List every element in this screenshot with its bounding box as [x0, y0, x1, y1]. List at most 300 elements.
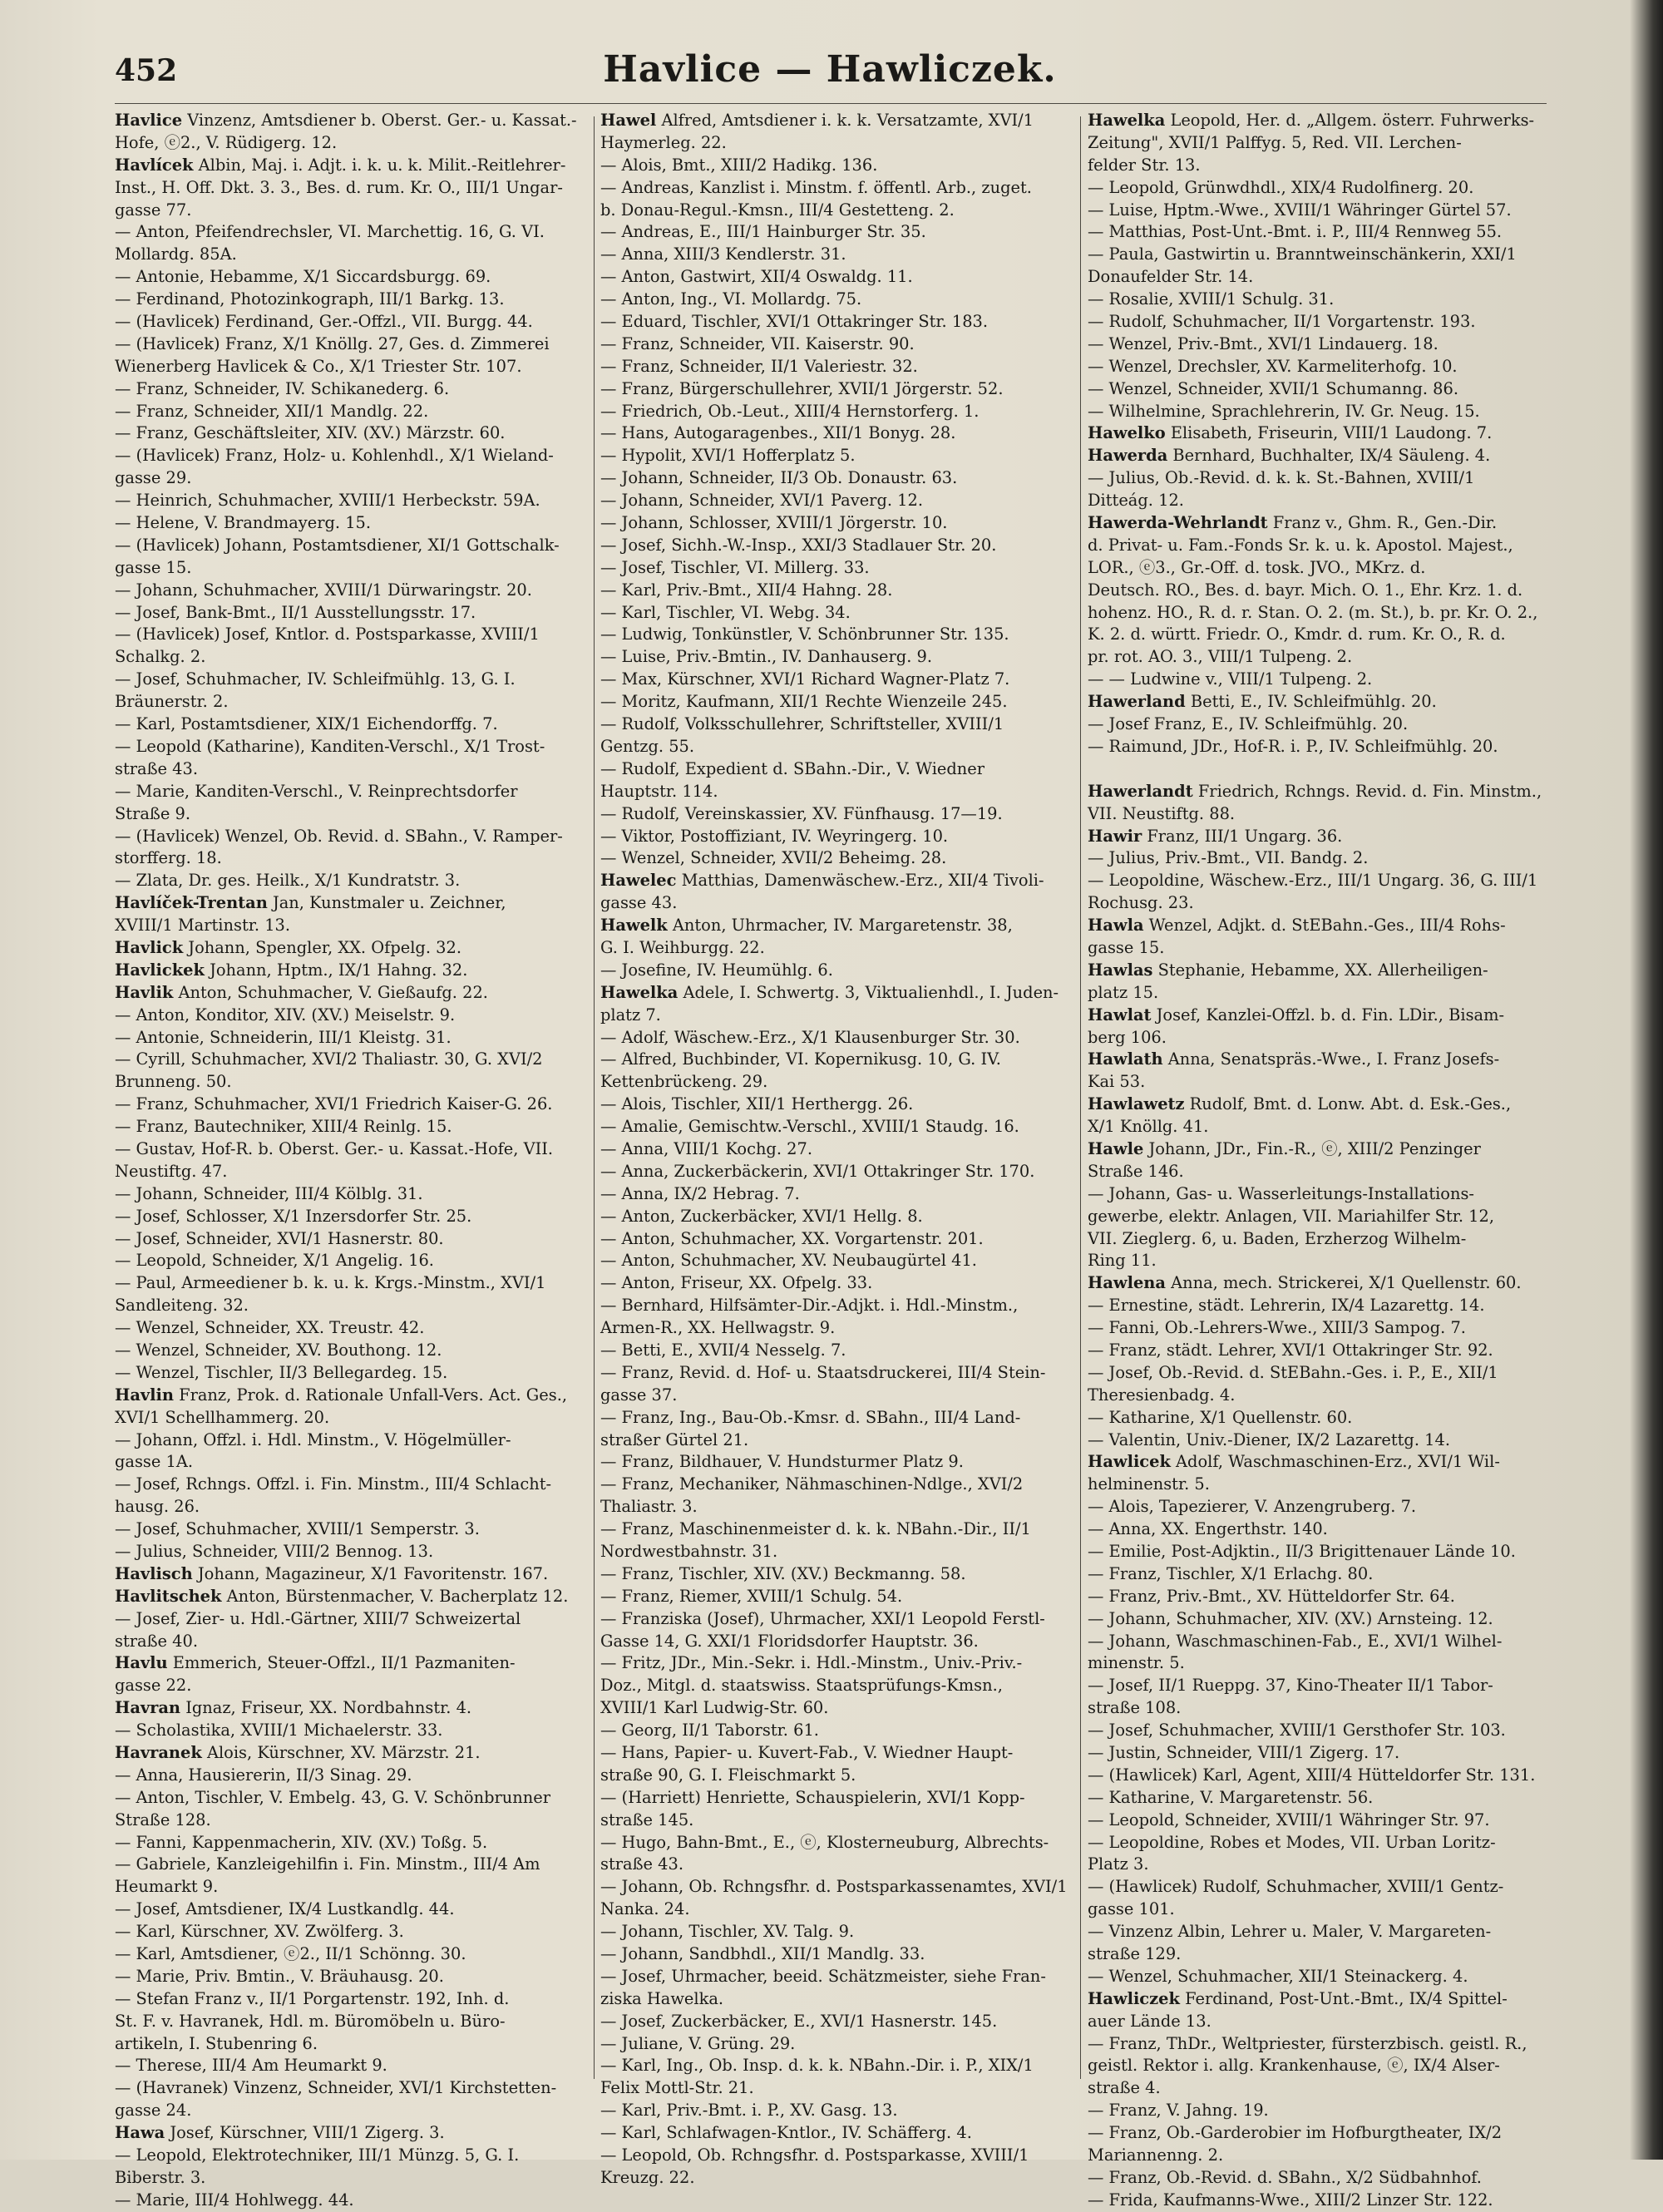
directory-line	[600, 1563, 1073, 1586]
entry-text: — Rudolf, Schuhmacher, II/1 Vorgartenstr. 193.	[1088, 312, 1476, 332]
directory-line	[115, 2145, 587, 2167]
entry-text: — Moritz, Kaufmann, XII/1 Rechte Wienzeile 245.	[600, 692, 1008, 712]
directory-line	[1088, 646, 1560, 669]
directory-line	[600, 1228, 1073, 1251]
entry-text: gasse 37.	[600, 1385, 678, 1405]
entry-text: — (Havranek) Vinzenz, Schneider, XVI/1 Kirchstetten-	[115, 2078, 557, 2098]
directory-line	[115, 132, 587, 155]
directory-line	[115, 1810, 587, 1832]
directory-line	[1088, 1116, 1560, 1138]
directory-line	[115, 1206, 587, 1228]
directory-line	[600, 1138, 1073, 1161]
directory-line	[115, 1295, 587, 1317]
entry-text: straße 108.	[1088, 1698, 1182, 1718]
directory-line	[115, 2167, 587, 2190]
directory-line	[1088, 110, 1560, 132]
entry-text: — Viktor, Postoffiziant, IV. Weyringerg. 10.	[600, 826, 949, 846]
entry-text: straße 145.	[600, 1810, 694, 1829]
directory-line	[115, 1876, 587, 1898]
directory-line	[1088, 1295, 1560, 1317]
entry-text: — Adolf, Wäschew.-Erz., X/1 Klausenburger Str. 30.	[600, 1027, 1020, 1047]
entry-text: — Franz, Geschäftsleiter, XIV. (XV.) Märzstr. 60.	[115, 423, 506, 443]
entry-text: — Franz, Tischler, X/1 Erlachg. 80.	[1088, 1563, 1374, 1583]
entry-text: gasse 24.	[115, 2101, 192, 2121]
entry-text: Felix Mottl-Str. 21.	[600, 2078, 754, 2098]
entry-text: — Eduard, Tischler, XVI/1 Ottakringer Str. 183.	[600, 312, 989, 332]
directory-line	[115, 221, 587, 244]
header-rule	[115, 103, 1547, 104]
directory-line	[115, 311, 587, 333]
directory-line	[115, 2122, 587, 2145]
directory-line	[1088, 1183, 1560, 1206]
directory-line	[1088, 512, 1560, 535]
directory-line	[1088, 1005, 1560, 1027]
entry-text: Emmerich, Steuer-Offzl., II/1 Pazmaniten-	[167, 1653, 516, 1673]
directory-line	[600, 512, 1073, 535]
entry-text: gewerbe, elektr. Anlagen, VII. Mariahilfer Str. 12,	[1088, 1206, 1495, 1226]
entry-text: — Andreas, E., III/1 Hainburger Str. 35.	[600, 222, 926, 242]
entry-text: — Luise, Priv.-Bmtin., IV. Danhauserg. 9.	[600, 647, 933, 667]
entry-surname: Hawir	[1088, 826, 1142, 846]
directory-line	[115, 1138, 587, 1161]
entry-text: straßer Gürtel 21.	[600, 1429, 749, 1449]
entry-text: — Josef Franz, E., IV. Schleifmühlg. 20.	[1088, 714, 1409, 734]
entry-text: Straße 128.	[115, 1810, 211, 1829]
entry-text: — Antonie, Hebamme, X/1 Siccardsburgg. 69.	[115, 267, 491, 287]
entry-text: — Alois, Bmt., XIII/2 Hadikg. 136.	[600, 155, 878, 175]
running-head: Havlice — Hawliczek.	[603, 48, 1057, 91]
directory-line	[600, 1116, 1073, 1138]
directory-line	[600, 781, 1073, 803]
entry-text: Anton, Schuhmacher, V. Gießaufg. 22.	[173, 982, 488, 1002]
entry-text: — Ferdinand, Photozinkograph, III/1 Barkg. 13.	[115, 289, 505, 309]
directory-line	[1088, 1697, 1560, 1720]
entry-text: — Franz, Schneider, VII. Kaiserstr. 90.	[600, 333, 915, 353]
directory-line	[115, 467, 587, 490]
entry-text: Ditteág. 12.	[1088, 491, 1184, 511]
entry-text: — Karl, Postamtsdiener, XIX/1 Eichendorffg. 7.	[115, 714, 498, 734]
entry-text: — Franz, Priv.-Bmt., XV. Hütteldorfer Str. 64.	[1088, 1586, 1455, 1606]
entry-text: Armen-R., XX. Hellwagstr. 9.	[600, 1318, 836, 1338]
entry-text: Franz v., Ghm. R., Gen.-Dir.	[1267, 513, 1498, 533]
entry-text: — Leopoldine, Robes et Modes, VII. Urban Loritz-	[1088, 1832, 1496, 1852]
directory-line	[600, 2033, 1073, 2056]
entry-text: — Wenzel, Schneider, XX. Treustr. 42.	[115, 1318, 425, 1338]
entry-surname: Havlitschek	[115, 1586, 222, 1606]
entry-text: — (Havlicek) Johann, Postamtsdiener, XI/1 Gottschalk-	[115, 535, 560, 555]
directory-line	[115, 691, 587, 713]
entry-text: — Ernestine, städt. Lehrerin, IX/4 Lazarettg. 14.	[1088, 1296, 1485, 1316]
entry-surname: Havlick	[115, 937, 184, 957]
directory-line	[1088, 401, 1560, 423]
directory-line	[600, 2100, 1073, 2122]
entry-text: Leopold, Her. d. „Allgem. österr. Fuhrwerks-	[1165, 111, 1535, 130]
entry-surname: Havlice	[115, 111, 183, 130]
column-2	[600, 110, 1073, 2187]
entry-text: — Josef, Rchngs. Offzl. i. Fin. Minstm., III/4 Schlacht-	[115, 1474, 552, 1494]
directory-line	[115, 624, 587, 646]
entry-surname: Hawel	[600, 111, 657, 130]
directory-line	[115, 847, 587, 870]
directory-line	[1088, 244, 1560, 266]
directory-line	[115, 1385, 587, 1407]
directory-line	[600, 1295, 1073, 1317]
directory-line	[600, 2055, 1073, 2077]
entry-text: — Paul, Armeediener b. k. u. k. Krgs.-Minstm., XVI/1	[115, 1273, 546, 1293]
entry-text: — Leopold, Schneider, X/1 Angelig. 16.	[115, 1251, 434, 1271]
entry-text: straße 129.	[1088, 1944, 1182, 1964]
entry-text: — Karl, Tischler, VI. Webg. 34.	[600, 602, 851, 622]
directory-line	[1088, 333, 1560, 356]
entry-surname: Hawerda-Wehrlandt	[1088, 513, 1268, 533]
directory-line	[1088, 2100, 1560, 2122]
directory-line	[1088, 1474, 1560, 1496]
entry-text: — Anton, Gastwirt, XII/4 Oswaldg. 11.	[600, 267, 913, 287]
entry-text: Elisabeth, Friseurin, VIII/1 Laudong. 7.	[1165, 423, 1493, 443]
directory-line	[600, 1631, 1073, 1653]
entry-text: — Johann, Offzl. i. Hdl. Minstm., V. Högelmüller-	[115, 1429, 511, 1449]
entry-surname: Hawerda	[1088, 446, 1168, 466]
entry-text: Hauptstr. 114.	[600, 781, 718, 801]
entry-text: Matthias, Damenwäschew.-Erz., XII/4 Tivoli-	[676, 871, 1044, 891]
directory-line	[600, 401, 1073, 423]
entry-text: — Karl, Kürschner, XV. Zwölferg. 3.	[115, 1922, 404, 1942]
entry-text: Rochusg. 23.	[1088, 893, 1194, 913]
directory-line	[1088, 356, 1560, 378]
directory-line	[115, 1183, 587, 1206]
directory-line	[1088, 2167, 1560, 2190]
directory-line	[115, 1541, 587, 1563]
entry-text: — Gabriele, Kanzleigehilfin i. Fin. Minstm., III/4 Am	[115, 1854, 540, 1874]
directory-line	[600, 1742, 1073, 1765]
directory-line	[600, 2011, 1073, 2033]
entry-text: Adele, I. Schwertg. 3, Viktualienhdl., I. Juden-	[678, 982, 1059, 1002]
entry-text: G. I. Weihburgg. 22.	[600, 937, 765, 957]
entry-text: — Stefan Franz v., II/1 Porgartenstr. 192, Inh. d.	[115, 1988, 510, 2008]
directory-line	[1088, 1206, 1560, 1228]
entry-text: Jan, Kunstmaler u. Zeichner,	[267, 893, 506, 913]
entry-surname: Hawa	[115, 2123, 165, 2143]
directory-line	[1088, 624, 1560, 646]
directory-line	[600, 1362, 1073, 1385]
directory-line	[600, 847, 1073, 870]
directory-line	[1088, 602, 1560, 625]
entry-text: — Leopoldine, Wäschew.-Erz., III/1 Ungarg. 36, G. III/1	[1088, 871, 1538, 891]
directory-line	[600, 1765, 1073, 1787]
directory-line	[1088, 669, 1560, 691]
entry-text: Ring 11.	[1088, 1251, 1157, 1271]
entry-text: — Johann, Sandbhdl., XII/1 Mandlg. 33.	[600, 1944, 925, 1964]
directory-line	[600, 803, 1073, 826]
entry-text: — Zlata, Dr. ges. Heilk., X/1 Kundratstr. 3.	[115, 871, 461, 891]
entry-text: gasse 22.	[115, 1676, 192, 1696]
entry-text: — Franz, ThDr., Weltpriester, fürsterzbisch. geistl. R.,	[1088, 2033, 1527, 2053]
directory-line	[115, 1720, 587, 1742]
directory-line	[115, 289, 587, 311]
directory-line	[1088, 1787, 1560, 1810]
directory-line	[1088, 915, 1560, 937]
entry-text: — Franz, Schneider, XII/1 Mandlg. 22.	[115, 401, 429, 421]
directory-line	[115, 2033, 587, 2056]
entry-text: gasse 1A.	[115, 1452, 194, 1472]
directory-line	[600, 1049, 1073, 1071]
entry-text: — Johann, Schneider, II/3 Ob. Donaustr. 63.	[600, 468, 958, 488]
directory-line	[600, 1183, 1073, 1206]
directory-line	[600, 221, 1073, 244]
entry-text: — Wenzel, Schneider, XV. Bouthong. 12.	[115, 1340, 442, 1360]
entry-text: — Josef, Schuhmacher, XVIII/1 Gersthofer Str. 103.	[1088, 1721, 1506, 1740]
directory-line	[600, 1652, 1073, 1675]
entry-text: — Matthias, Post-Unt.-Bmt. i. P., III/4 Rennweg 55.	[1088, 222, 1503, 242]
entry-surname: Havlu	[115, 1653, 168, 1673]
entry-text: — Anton, Tischler, V. Embelg. 43, G. V. Schönbrunner	[115, 1787, 550, 1807]
directory-line	[1088, 1362, 1560, 1385]
entry-text: Zeitung", XVII/1 Palffyg. 5, Red. VII. Lerchen-	[1088, 132, 1462, 152]
entry-text: Wienerberg Havlicek & Co., X/1 Triester Str. 107.	[115, 356, 522, 376]
entry-text: — (Havlicek) Franz, Holz- u. Kohlenhdl., X/1 Wieland-	[115, 446, 554, 466]
directory-line	[115, 1272, 587, 1295]
directory-line	[600, 1518, 1073, 1541]
directory-line	[115, 937, 587, 960]
entry-text: — Alois, Tischler, XII/1 Herthergg. 26.	[600, 1094, 914, 1114]
directory-line	[1088, 1138, 1560, 1161]
directory-line	[1088, 311, 1560, 333]
directory-line	[115, 1161, 587, 1183]
directory-line	[600, 1161, 1073, 1183]
directory-line	[1088, 713, 1560, 736]
directory-line	[1088, 467, 1560, 490]
entry-surname: Havlícek	[115, 155, 194, 175]
entry-text: — Franz, Schuhmacher, XVI/1 Friedrich Kaiser-G. 26.	[115, 1094, 553, 1114]
entry-text: — Cyrill, Schuhmacher, XVI/2 Thaliastr. 30, G. XVI/2	[115, 1049, 543, 1069]
entry-text: — Fanni, Kappenmacherin, XIV. (XV.) Toßg. 5.	[115, 1832, 488, 1852]
directory-line	[600, 870, 1073, 892]
entry-text: — (Havlicek) Franz, X/1 Knöllg. 27, Ges. d. Zimmerei	[115, 333, 550, 353]
entry-text: — Heinrich, Schuhmacher, XVIII/1 Herbeckstr. 59A.	[115, 491, 540, 511]
entry-surname: Hawlat	[1088, 1005, 1152, 1025]
page-number: 452	[115, 53, 178, 88]
directory-line	[600, 1206, 1073, 1228]
directory-line	[600, 1608, 1073, 1631]
directory-line	[600, 1697, 1073, 1720]
entry-text: Biberstr. 3.	[115, 2167, 206, 2187]
directory-line	[600, 110, 1073, 132]
directory-line	[115, 1094, 587, 1116]
entry-text: gasse 15.	[1088, 937, 1165, 957]
directory-line	[1088, 781, 1560, 803]
entry-surname: Havran	[115, 1698, 181, 1718]
directory-line	[115, 1049, 587, 1071]
directory-line	[115, 1742, 587, 1765]
entry-text: — Frida, Kaufmanns-Wwe., XIII/2 Linzer Str. 122.	[1088, 2190, 1493, 2210]
directory-line	[600, 1027, 1073, 1049]
entry-surname: Havranek	[115, 1743, 202, 1763]
directory-line	[600, 1317, 1073, 1340]
entry-text: — Franz, Revid. d. Hof- u. Staatsdruckerei, III/4 Stein-	[600, 1362, 1046, 1382]
entry-text: platz 15.	[1088, 982, 1159, 1002]
directory-line	[115, 155, 587, 177]
entry-text: Ignaz, Friseur, XX. Nordbahnstr. 4.	[180, 1698, 472, 1718]
directory-line	[115, 1250, 587, 1272]
directory-line	[115, 1429, 587, 1452]
directory-line	[115, 110, 587, 132]
entry-text: Nordwestbahnstr. 31.	[600, 1542, 778, 1561]
entry-text: Wenzel, Adjkt. d. StEBahn.-Ges., III/4 Rohs-	[1143, 916, 1506, 936]
directory-line	[600, 2145, 1073, 2167]
directory-line	[600, 982, 1073, 1005]
directory-line	[600, 736, 1073, 758]
directory-line	[1088, 1094, 1560, 1116]
entry-text: — (Havlicek) Ferdinand, Ger.-Offzl., VII. Burgg. 44.	[115, 312, 533, 332]
entry-text: — Johann, Ob. Rchngsfhr. d. Postsparkassenamtes, XVI/1	[600, 1877, 1068, 1897]
directory-line	[600, 289, 1073, 311]
directory-line	[600, 2122, 1073, 2145]
directory-line	[1088, 422, 1560, 445]
directory-line	[115, 669, 587, 691]
directory-line	[115, 1697, 587, 1720]
entry-text: VII. Zieglerg. 6, u. Baden, Erzherzog Wilhelm-	[1088, 1228, 1467, 1248]
entry-surname: Hawelk	[600, 916, 668, 936]
entry-text: Ferdinand, Post-Unt.-Bmt., IX/4 Spittel-	[1179, 1988, 1508, 2008]
entry-text: — Anna, XIII/3 Kendlerstr. 31.	[600, 244, 846, 264]
directory-line	[1088, 1228, 1560, 1251]
entry-text: — Leopold, Schneider, XVIII/1 Währinger Str. 97.	[1088, 1810, 1490, 1829]
entry-text: — Anna, IX/2 Hebrag. 7.	[600, 1183, 800, 1203]
directory-line	[1088, 937, 1560, 960]
entry-text: — Paula, Gastwirtin u. Branntweinschänkerin, XXI/1	[1088, 244, 1517, 264]
entry-text: — Julius, Ob.-Revid. d. k. k. St.-Bahnen, XVIII/1	[1088, 468, 1475, 488]
directory-line	[600, 713, 1073, 736]
entry-text: — Josef, Schneider, XVI/1 Hasnerstr. 80.	[115, 1228, 444, 1248]
directory-line	[115, 1228, 587, 1251]
directory-line	[115, 535, 587, 557]
directory-line	[1088, 1451, 1560, 1474]
directory-line	[115, 1563, 587, 1586]
entry-text: Anna, Senatspräs.-Wwe., I. Franz Josefs-	[1162, 1049, 1500, 1069]
directory-line	[1088, 445, 1560, 467]
entry-text: Inst., H. Off. Dkt. 3. 3., Bes. d. rum. Kr. O., III/1 Ungar-	[115, 177, 563, 197]
entry-text: pr. rot. AO. 3., VIII/1 Tulpeng. 2.	[1088, 647, 1353, 667]
directory-line	[600, 1876, 1073, 1898]
column-divider	[1080, 116, 1081, 2079]
entry-text: — Josef, Sichh.-W.-Insp., XXI/3 Stadlauer Str. 20.	[600, 535, 997, 555]
entry-text: — Josef, Bank-Bmt., II/1 Ausstellungsstr. 17.	[115, 602, 476, 622]
directory-line	[115, 1652, 587, 1675]
directory-line	[600, 691, 1073, 713]
entry-text: — Franz, V. Jahng. 19.	[1088, 2101, 1269, 2121]
directory-line	[600, 1675, 1073, 1697]
entry-text: — Anton, Ing., VI. Mollardg. 75.	[600, 289, 862, 309]
entry-text: — Max, Kürschner, XVI/1 Richard Wagner-Platz 7.	[600, 669, 1010, 689]
directory-line	[600, 1451, 1073, 1474]
entry-text: Gasse 14, G. XXI/1 Floridsdorfer Hauptstr. 36.	[600, 1631, 979, 1651]
entry-text: straße 4.	[1088, 2078, 1161, 2098]
entry-text: — Helene, V. Brandmayerg. 15.	[115, 513, 372, 533]
entry-text: Josef, Kanzlei-Offzl. b. d. Fin. LDir., Bisam-	[1151, 1005, 1505, 1025]
directory-line	[1088, 1631, 1560, 1653]
entry-text: — Anna, Hausiererin, II/3 Sinag. 29.	[115, 1765, 412, 1785]
entry-surname: Havlisch	[115, 1563, 193, 1583]
directory-line	[1088, 289, 1560, 311]
entry-surname: Hawle	[1088, 1138, 1144, 1158]
directory-line	[115, 758, 587, 781]
directory-line	[115, 2077, 587, 2100]
directory-line	[1088, 378, 1560, 401]
entry-text: Thaliastr. 3.	[600, 1497, 698, 1517]
entry-text: — Marie, Kanditen-Verschl., V. Reinprechtsdorfer	[115, 781, 518, 801]
entry-text: — Georg, II/1 Taborstr. 61.	[600, 1721, 819, 1740]
directory-line	[600, 1988, 1073, 2011]
entry-text: — Josef, Zuckerbäcker, E., XVI/1 Hasnerstr. 145.	[600, 2011, 998, 2031]
entry-text: — Rudolf, Expedient d. SBahn.-Dir., V. Wiedner	[600, 758, 985, 778]
directory-line	[1088, 2033, 1560, 2056]
directory-line	[600, 624, 1073, 646]
entry-text: — Franziska (Josef), Uhrmacher, XXI/1 Leopold Ferstl-	[600, 1608, 1045, 1628]
entry-text: — Franz, Bürgerschullehrer, XVII/1 Jörgerstr. 52.	[600, 378, 1004, 398]
entry-text: — Katharine, X/1 Quellenstr. 60.	[1088, 1407, 1353, 1427]
entry-text: — Josefine, IV. Heumühlg. 6.	[600, 960, 833, 980]
directory-line	[115, 490, 587, 512]
entry-text: — Luise, Hptm.-Wwe., XVIII/1 Währinger Gürtel 57.	[1088, 200, 1512, 220]
entry-surname: Hawelka	[1088, 111, 1166, 130]
entry-text: — Anton, Zuckerbäcker, XVI/1 Hellg. 8.	[600, 1206, 923, 1226]
entry-surname: Hawlena	[1088, 1273, 1166, 1293]
directory-line	[1088, 535, 1560, 557]
entry-text: Josef, Kürschner, VIII/1 Zigerg. 3.	[165, 2123, 445, 2143]
directory-line	[1088, 490, 1560, 512]
directory-line	[115, 1027, 587, 1049]
entry-text: Johann, Magazineur, X/1 Favoritenstr. 167.	[192, 1563, 549, 1583]
entry-text: — Leopold (Katharine), Kanditen-Verschl., X/1 Trost-	[115, 736, 545, 756]
directory-line	[1088, 1720, 1560, 1742]
entry-text: gasse 77.	[115, 200, 192, 220]
entry-text: — (Havlicek) Josef, Kntlor. d. Postsparkasse, XVIII/1	[115, 625, 540, 644]
entry-text: — Anton, Schuhmacher, XX. Vorgartenstr. 201.	[600, 1228, 984, 1248]
entry-text: hohenz. HO., R. d. r. Stan. O. 2. (m. St.), b. pr. Kr. O. 2.,	[1088, 602, 1538, 622]
entry-text: — Scholastika, XVIII/1 Michaelerstr. 33.	[115, 1721, 443, 1740]
entry-text: Donaufelder Str. 14.	[1088, 267, 1254, 287]
directory-line	[600, 1474, 1073, 1496]
directory-line	[600, 311, 1073, 333]
entry-text: — Franz, Ing., Bau-Ob.-Kmsr. d. SBahn., III/4 Land-	[600, 1407, 1021, 1427]
entry-text: straße 43.	[115, 758, 199, 778]
directory-line	[115, 1005, 587, 1027]
directory-line	[600, 1005, 1073, 1027]
directory-line	[600, 155, 1073, 177]
entry-text: Vinzenz, Amtsdiener b. Oberst. Ger.- u. Kassat.-	[182, 111, 577, 130]
directory-line	[1088, 2145, 1560, 2167]
directory-line	[600, 1921, 1073, 1943]
directory-line	[600, 177, 1073, 200]
directory-line	[600, 1094, 1073, 1116]
directory-line	[1088, 1586, 1560, 1608]
entry-text: — Alfred, Buchbinder, VI. Kopernikusg. 10, G. IV.	[600, 1049, 1001, 1069]
entry-text: — (Hawlicek) Karl, Agent, XIII/4 Hütteldorfer Str. 131.	[1088, 1765, 1536, 1785]
column-1	[115, 110, 587, 2210]
directory-line	[115, 1340, 587, 1362]
directory-line	[115, 1518, 587, 1541]
entry-text: Kreuzg. 22.	[600, 2167, 695, 2187]
directory-line	[115, 1787, 587, 1810]
directory-line	[600, 1943, 1073, 1966]
entry-text: — Franz, Tischler, XIV. (XV.) Beckmanng. 58.	[600, 1563, 966, 1583]
directory-line	[115, 1362, 587, 1385]
directory-line	[600, 758, 1073, 781]
directory-line	[1088, 1832, 1560, 1854]
entry-text: — Josef, Schuhmacher, XVIII/1 Semperstr. 3.	[115, 1519, 480, 1539]
directory-line	[600, 2077, 1073, 2100]
entry-text: Brunneng. 50.	[115, 1072, 232, 1092]
